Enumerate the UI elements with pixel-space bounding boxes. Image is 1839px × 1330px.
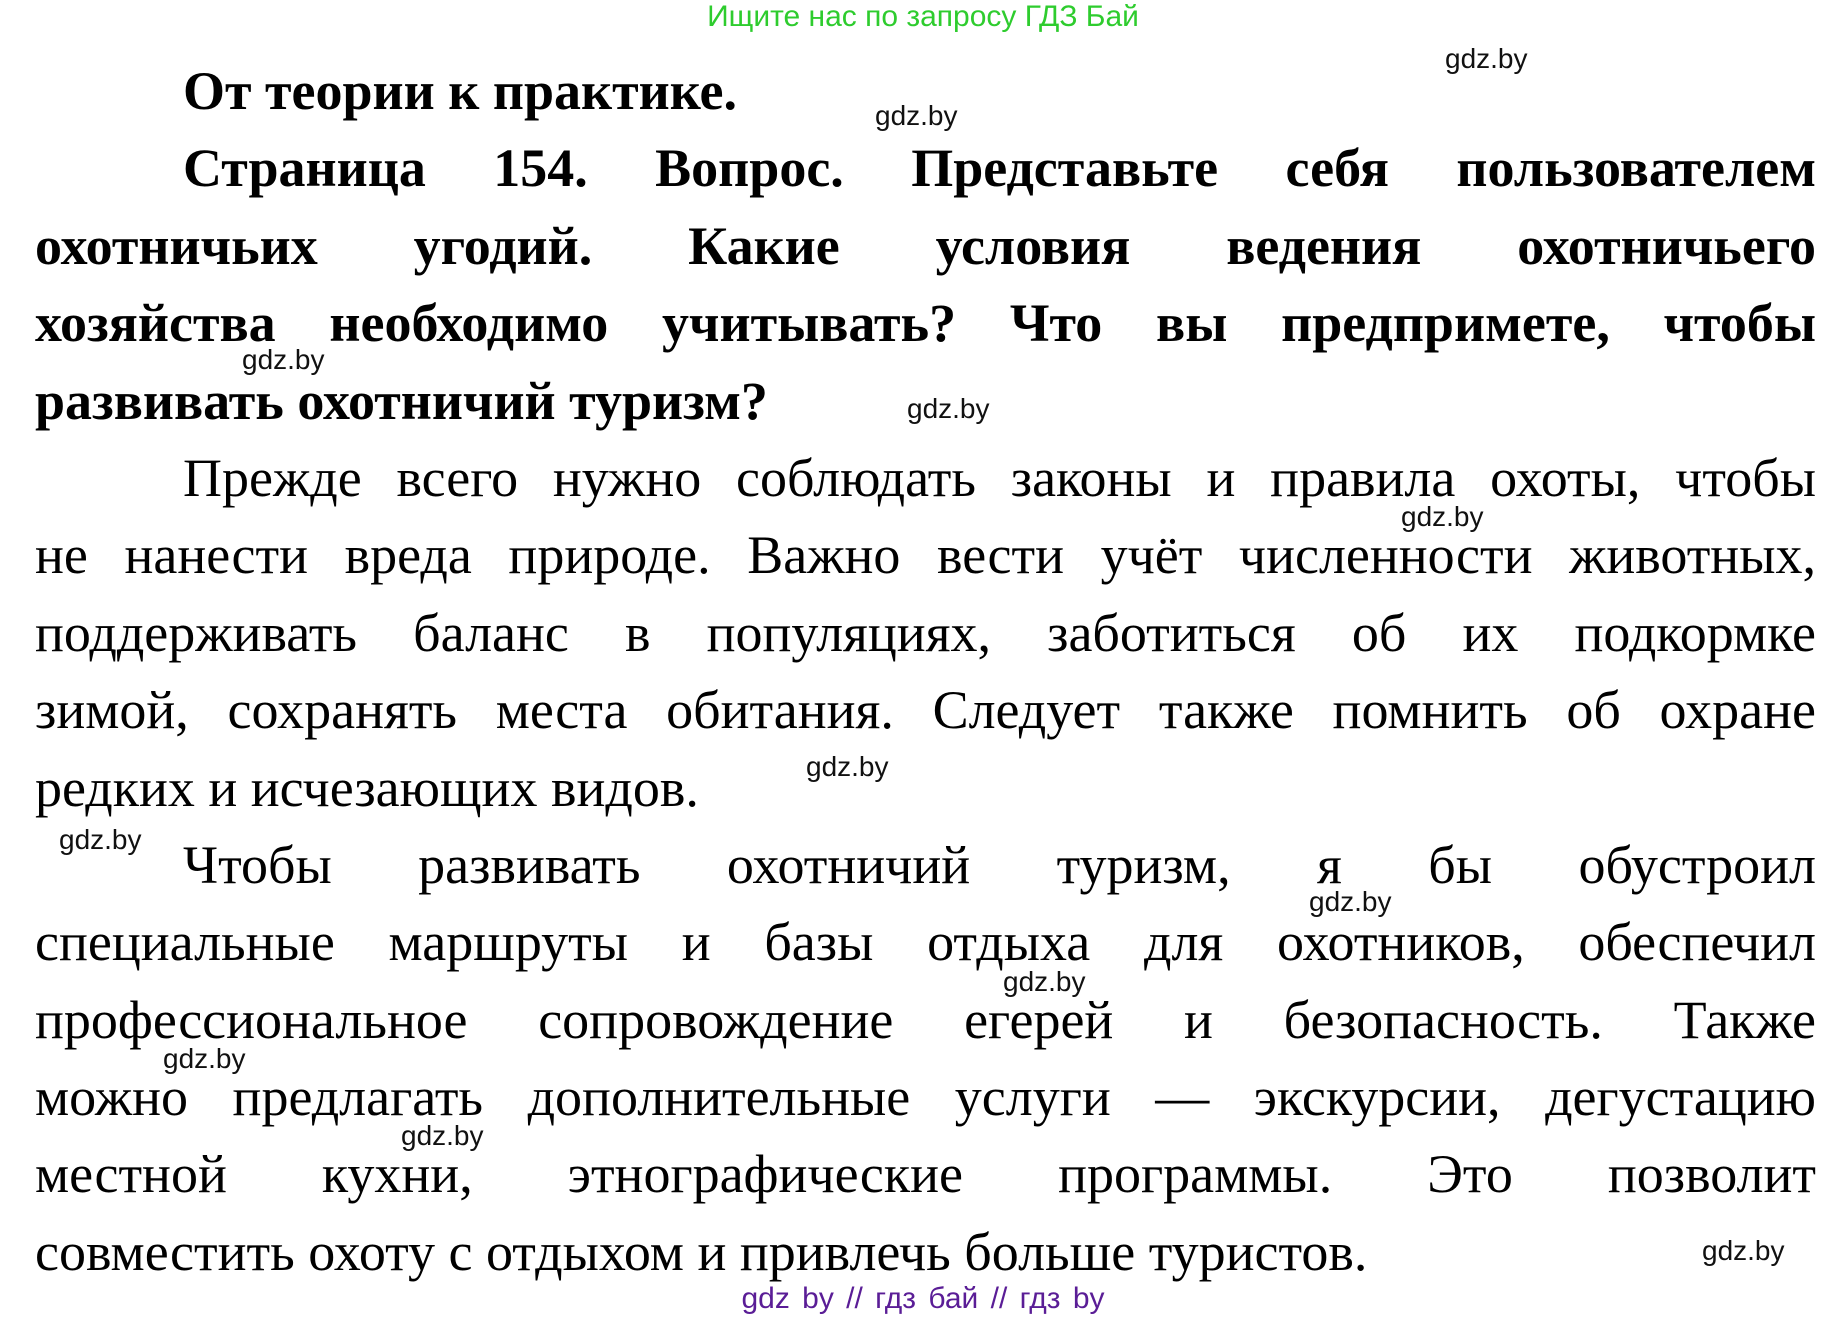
answer-line: Прежде всего нужно соблюдать законы и правила охоты, чтобы [183,447,1816,508]
watermark: gdz.by [806,751,889,782]
question-line: Страница 154. Вопрос. Представьте себя пользователем [183,138,1816,199]
answer-line: поддерживать баланс в популяциях, заботиться об их подкормке [35,602,1816,663]
watermark: gdz.by [907,393,990,424]
search-banner: Ищите нас по запросу ГДЗ Бай [707,0,1139,33]
answer-line: зимой, сохранять места обитания. Следует также помнить об охране [35,680,1816,741]
answer-line: совместить охоту с отдыхом и привлечь больше туристов. [35,1221,1368,1282]
question-line: хозяйства необходимо учитывать? Что вы предпримете, чтобы [35,293,1816,354]
watermark: gdz.by [1702,1235,1785,1266]
section-title: От теории к практике. [183,61,738,121]
watermark: gdz.by [1309,886,1392,917]
footer-watermark: gdz by // гдз бай // гдз by [741,1282,1105,1315]
answer-line: можно предлагать дополнительные услуги — экскурсии, дегустацию [35,1067,1816,1128]
answer-line: не нанести вреда природе. Важно вести учёт численности животных, [35,525,1816,586]
watermark: gdz.by [401,1120,484,1151]
watermark: gdz.by [242,344,325,375]
watermark: gdz.by [59,824,142,855]
answer-line: редких и исчезающих видов. [35,757,699,818]
watermark: gdz.by [875,100,958,131]
question-line: охотничьих угодий. Какие условия ведения охотничьего [35,215,1816,276]
answer-line: местной кухни, этнографические программы. Это позволит [35,1144,1816,1205]
watermark: gdz.by [1003,966,1086,997]
answer-line: профессиональное сопровождение егерей и безопасность. Также [35,989,1816,1050]
watermark: gdz.by [1401,501,1484,532]
answer-line: специальные маршруты и базы отдыха для охотников, обеспечил [35,912,1816,973]
answer-line: Чтобы развивать охотничий туризм, я бы обустроил [183,834,1816,895]
watermark: gdz.by [1445,43,1528,74]
document-body [35,53,1816,1291]
watermark: gdz.by [163,1043,246,1074]
question-line: развивать охотничий туризм? [35,370,768,431]
